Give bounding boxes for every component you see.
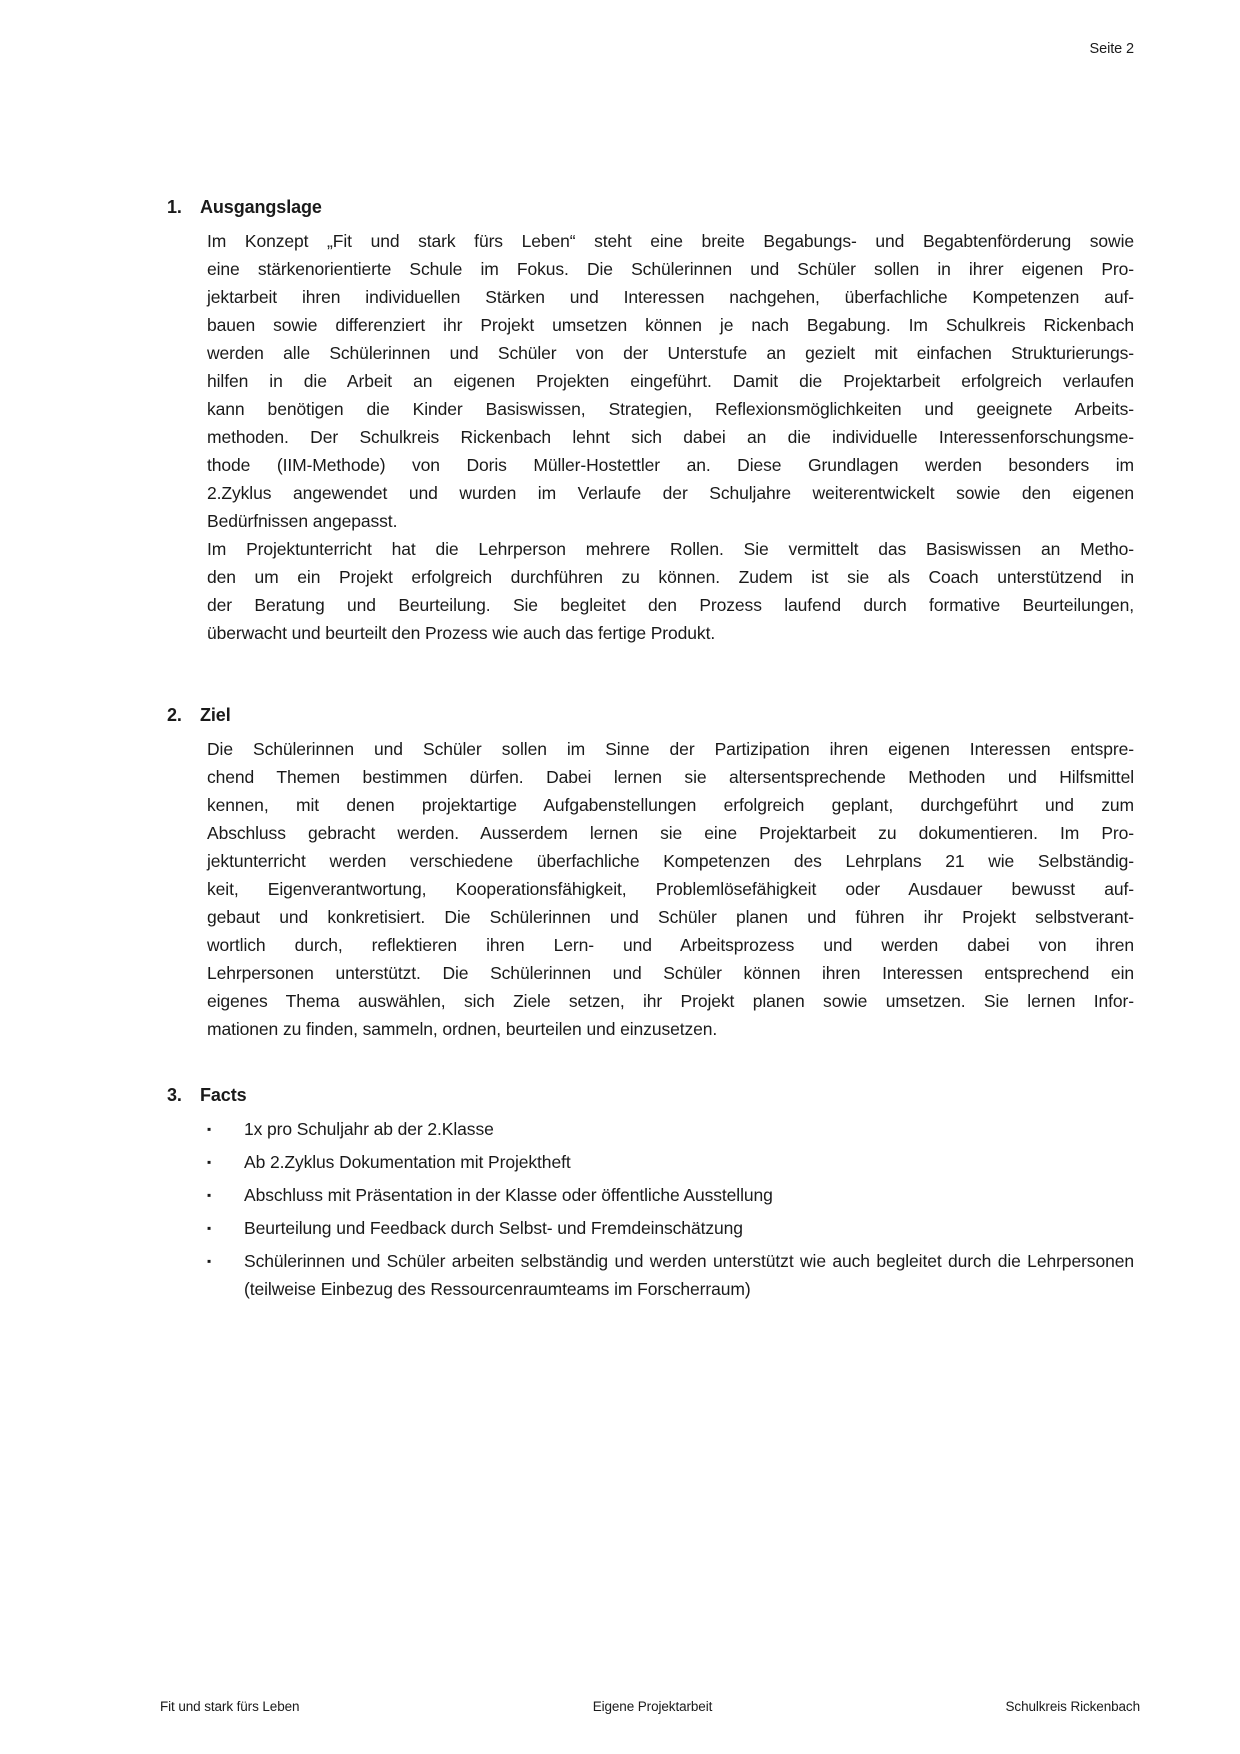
section-ausgangslage <box>167 193 1134 647</box>
fact-text: Ab 2.Zyklus Dokumentation mit Projektheft <box>244 1152 571 1172</box>
text-line: Im Projektunterricht hat die Lehrperson mehrere Rollen. Sie vermittelt das Basiswissen an Metho- <box>207 539 1134 559</box>
text-line: Abschluss gebracht werden. Ausserdem lernen sie eine Projektarbeit zu dokumentieren. Im Pro- <box>207 823 1134 843</box>
text-line: keit, Eigenverantwortung, Kooperationsfähigkeit, Problemlösefähigkeit oder Ausdauer bewusst auf- <box>207 879 1134 899</box>
section-ziel <box>167 701 1134 1043</box>
text-line: werden alle Schülerinnen und Schüler von der Unterstufe an gezielt mit einfachen Strukturierungs- <box>207 343 1134 363</box>
bullet-icon: ▪ <box>207 1221 212 1235</box>
text-line: kennen, mit denen projektartige Aufgabenstellungen erfolgreich geplant, durchgeführt und zum <box>207 795 1134 815</box>
page-footer <box>160 1698 1140 1715</box>
section-number: 3. <box>167 1085 182 1105</box>
section-heading-ausgangslage <box>167 193 1134 221</box>
paragraph <box>207 735 1134 1043</box>
text-line: überwacht und beurteilt den Prozess wie auch das fertige Produkt. <box>207 623 716 643</box>
section-title: Ziel <box>200 705 231 725</box>
fact-text: Abschluss mit Präsentation in der Klasse oder öffentliche Ausstellung <box>244 1185 773 1205</box>
section-number: 2. <box>167 705 182 725</box>
text-line: thode (IIM-Methode) von Doris Müller-Hostettler an. Diese Grundlagen werden besonders im <box>207 455 1134 475</box>
text-line: hilfen in die Arbeit an eigenen Projekten eingeführt. Damit die Projektarbeit erfolgreich verlaufen <box>207 371 1134 391</box>
text-line: jektarbeit ihren individuellen Stärken und Interessen nachgehen, überfachliche Kompetenzen auf- <box>207 287 1134 307</box>
text-line: methoden. Der Schulkreis Rickenbach lehnt sich dabei an die individuelle Interessenforschungsme- <box>207 427 1134 447</box>
fact-item <box>207 1214 1134 1242</box>
section-heading-ziel <box>167 701 1134 729</box>
bullet-icon: ▪ <box>207 1155 212 1169</box>
facts-list <box>207 1115 1134 1303</box>
text-line: der Beratung und Beurteilung. Sie begleitet den Prozess laufend durch formative Beurteilungen, <box>207 595 1134 615</box>
section-title: Ausgangslage <box>200 197 322 217</box>
paragraph <box>207 535 1134 647</box>
text-line: bauen sowie differenziert ihr Projekt umsetzen können je nach Begabung. Im Schulkreis Rickenbach <box>207 315 1134 335</box>
section-body <box>207 735 1134 1043</box>
text-line: kann benötigen die Kinder Basiswissen, Strategien, Reflexionsmöglichkeiten und geeignete Arbeits- <box>207 399 1134 419</box>
footer-center: Eigene Projektarbeit <box>592 1699 713 1714</box>
fact-item <box>207 1247 1134 1303</box>
section-body <box>207 227 1134 647</box>
text-line: eigenes Thema auswählen, sich Ziele setzen, ihr Projekt planen sowie umsetzen. Sie lernen Infor- <box>207 991 1134 1011</box>
text-line: 2.Zyklus angewendet und wurden im Verlaufe der Schuljahre weiterentwickelt sowie den eigenen <box>207 483 1134 503</box>
text-line: Lehrpersonen unterstützt. Die Schülerinnen und Schüler können ihren Interessen entsprechend ein <box>207 963 1134 983</box>
footer-left: Fit und stark fürs Leben <box>160 1699 300 1714</box>
text-line: jektunterricht werden verschiedene überfachliche Kompetenzen des Lehrplans 21 wie Selbständig- <box>207 851 1134 871</box>
section-heading-facts <box>167 1081 1134 1109</box>
document-content <box>167 0 1134 1308</box>
text-line: mationen zu finden, sammeln, ordnen, beurteilen und einzusetzen. <box>207 1019 718 1039</box>
footer-right: Schulkreis Rickenbach <box>1005 1699 1140 1714</box>
text-line: wortlich durch, reflektieren ihren Lern- und Arbeitsprozess und werden dabei von ihren <box>207 935 1134 955</box>
fact-text: Beurteilung und Feedback durch Selbst- und Fremdeinschätzung <box>244 1218 743 1238</box>
text-line: gebaut und konkretisiert. Die Schülerinnen und Schüler planen und führen ihr Projekt selbstverant- <box>207 907 1134 927</box>
text-line: chend Themen bestimmen dürfen. Dabei lernen sie altersentsprechende Methoden und Hilfsmittel <box>207 767 1134 787</box>
paragraph <box>207 227 1134 535</box>
fact-item <box>207 1115 1134 1143</box>
text-line: Im Konzept „Fit und stark fürs Leben“ steht eine breite Begabungs- und Begabtenförderung sowie <box>207 231 1134 251</box>
fact-item <box>207 1148 1134 1176</box>
bullet-icon: ▪ <box>207 1122 212 1136</box>
fact-text: Schülerinnen und Schüler arbeiten selbständig und werden unterstützt wie auch begleitet durch die Lehrpersonen (teilweise Einbezug des Ressourcenraumteams im Forscherraum) <box>244 1251 1134 1299</box>
section-facts <box>167 1081 1134 1303</box>
bullet-icon: ▪ <box>207 1188 212 1202</box>
text-line: Bedürfnissen angepasst. <box>207 511 398 531</box>
text-line: den um ein Projekt erfolgreich durchführen zu können. Zudem ist sie als Coach unterstützend in <box>207 567 1134 587</box>
text-line: Die Schülerinnen und Schüler sollen im Sinne der Partizipation ihren eigenen Interessen entspre- <box>207 739 1134 759</box>
fact-text: 1x pro Schuljahr ab der 2.Klasse <box>244 1119 494 1139</box>
fact-item <box>207 1181 1134 1209</box>
section-number: 1. <box>167 197 182 217</box>
text-line: eine stärkenorientierte Schule im Fokus. Die Schülerinnen und Schüler sollen in ihrer eigenen Pro- <box>207 259 1134 279</box>
section-title: Facts <box>200 1085 247 1105</box>
bullet-icon: ▪ <box>207 1254 212 1268</box>
page-number: Seite 2 <box>1089 41 1134 57</box>
